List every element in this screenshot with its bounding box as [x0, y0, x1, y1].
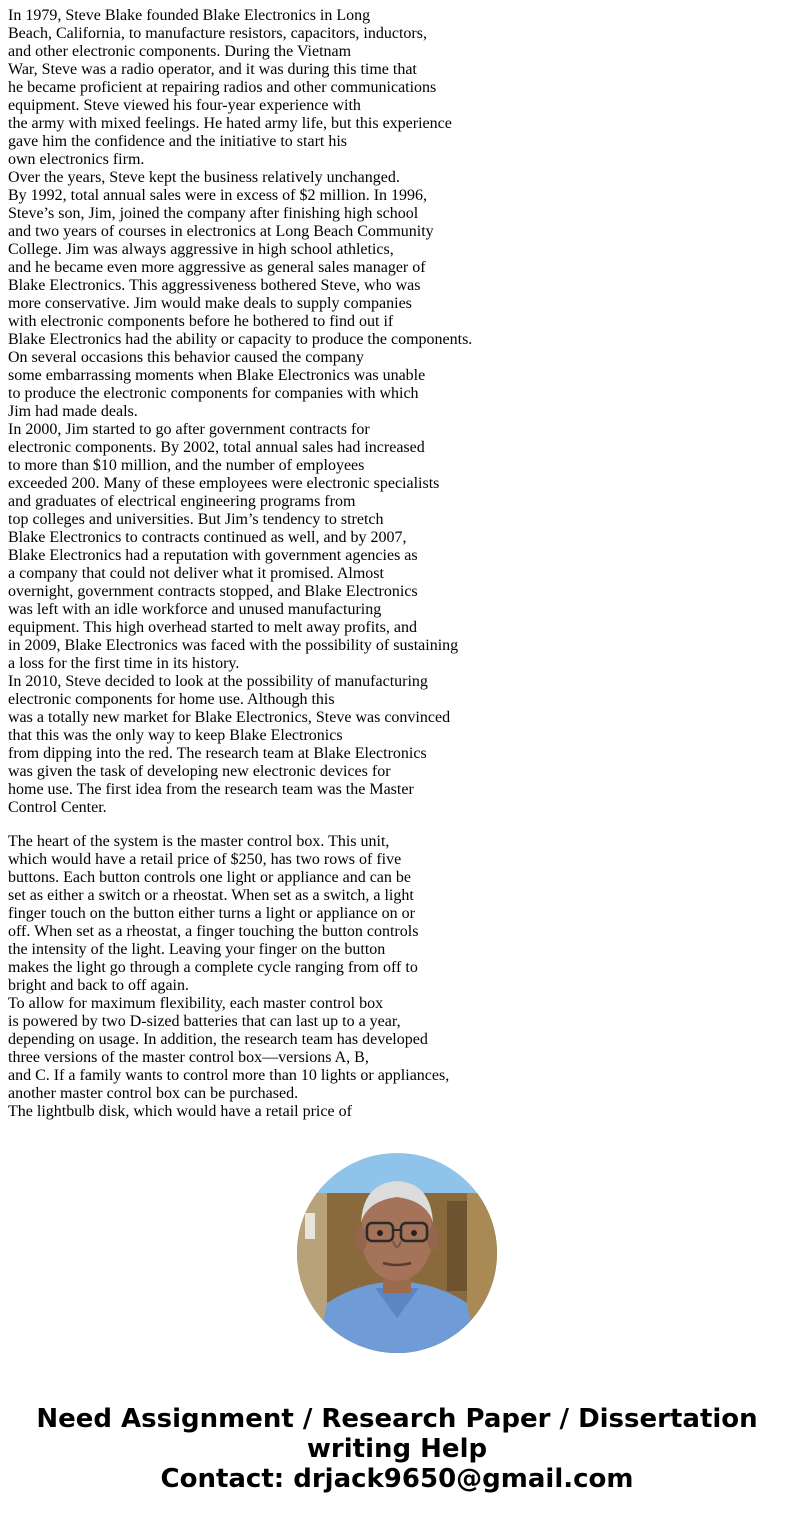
text-line: in 2009, Blake Electronics was faced with the possibility of sustaining [8, 637, 459, 654]
article-section-1 [8, 7, 788, 817]
text-line: In 1979, Steve Blake founded Blake Electronics in Long [8, 7, 371, 24]
text-line: Steve’s son, Jim, joined the company after finishing high school [8, 205, 419, 222]
text-line: three versions of the master control box—versions A, B, [8, 1049, 369, 1066]
text-line: buttons. Each button controls one light or appliance and can be [8, 869, 411, 886]
text-line: In 2010, Steve decided to look at the possibility of manufacturing [8, 673, 428, 690]
text-line: Over the years, Steve kept the business relatively unchanged. [8, 169, 400, 186]
text-line: own electronics firm. [8, 151, 145, 168]
text-line: was given the task of developing new electronic devices for [8, 763, 391, 780]
text-line: bright and back to off again. [8, 977, 189, 994]
paragraph [8, 7, 788, 169]
text-line: which would have a retail price of $250, has two rows of five [8, 851, 402, 868]
text-line: set as either a switch or a rheostat. When set as a switch, a light [8, 887, 414, 904]
text-line: another master control box can be purchased. [8, 1085, 299, 1102]
text-line: electronic components for home use. Although this [8, 691, 335, 708]
text-line: from dipping into the red. The research team at Blake Electronics [8, 745, 427, 762]
text-line: was a totally new market for Blake Electronics, Steve was convinced [8, 709, 451, 726]
text-line: and C. If a family wants to control more than 10 lights or appliances, [8, 1067, 450, 1084]
text-line: College. Jim was always aggressive in high school athletics, [8, 241, 394, 258]
text-line: exceeded 200. Many of these employees were electronic specialists [8, 475, 440, 492]
text-line: with electronic components before he bothered to find out if [8, 313, 394, 330]
promo-contact: Contact: drjack9650@gmail.com [160, 1464, 634, 1494]
text-line: off. When set as a rheostat, a finger touching the button controls [8, 923, 419, 940]
text-line: To allow for maximum flexibility, each master control box [8, 995, 384, 1012]
paragraph [8, 169, 788, 421]
paragraph [8, 673, 788, 817]
text-line: the intensity of the light. Leaving your finger on the button [8, 941, 386, 958]
text-line: Blake Electronics had the ability or capacity to produce the components. [8, 331, 473, 348]
text-line: a loss for the first time in its history. [8, 655, 240, 672]
text-line: was left with an idle workforce and unused manufacturing [8, 601, 382, 618]
paragraph [8, 995, 788, 1103]
text-line: to more than $10 million, and the number of employees [8, 457, 365, 474]
text-line: Jim had made deals. [8, 403, 138, 420]
text-line: top colleges and universities. But Jim’s tendency to stretch [8, 511, 384, 528]
text-line: depending on usage. In addition, the research team has developed [8, 1031, 428, 1048]
text-line: gave him the confidence and the initiative to start his [8, 133, 348, 150]
text-line: more conservative. Jim would make deals to supply companies [8, 295, 412, 312]
text-line: Beach, California, to manufacture resistors, capacitors, inductors, [8, 25, 427, 42]
text-line: Blake Electronics. This aggressiveness bothered Steve, who was [8, 277, 421, 294]
article-section-2 [8, 833, 788, 1121]
author-portrait [297, 1153, 497, 1353]
paragraph [8, 833, 788, 995]
text-line: and graduates of electrical engineering programs from [8, 493, 356, 510]
text-line: that this was the only way to keep Blake Electronics [8, 727, 343, 744]
text-line: the army with mixed feelings. He hated army life, but this experience [8, 115, 452, 132]
text-line: By 1992, total annual sales were in excess of $2 million. In 1996, [8, 187, 428, 204]
text-line: On several occasions this behavior caused the company [8, 349, 364, 366]
promo-line-2: writing Help [306, 1434, 488, 1464]
text-line: Blake Electronics had a reputation with government agencies as [8, 547, 418, 564]
text-line: equipment. Steve viewed his four-year experience with [8, 97, 361, 114]
text-line: a company that could not deliver what it promised. Almost [8, 565, 384, 582]
text-line: The lightbulb disk, which would have a retail price of [8, 1103, 352, 1120]
text-line: In 2000, Jim started to go after government contracts for [8, 421, 370, 438]
text-line: and other electronic components. During the Vietnam [8, 43, 352, 60]
article-text [8, 7, 788, 1121]
text-line: finger touch on the button either turns a light or appliance on or [8, 905, 415, 922]
text-line: War, Steve was a radio operator, and it was during this time that [8, 61, 417, 78]
text-line: Blake Electronics to contracts continued as well, and by 2007, [8, 529, 407, 546]
text-line: some embarrassing moments when Blake Electronics was unable [8, 367, 426, 384]
text-line: equipment. This high overhead started to melt away profits, and [8, 619, 417, 636]
text-line: is powered by two D-sized batteries that can last up to a year, [8, 1013, 401, 1030]
text-line: electronic components. By 2002, total annual sales had increased [8, 439, 425, 456]
paragraph [8, 1103, 788, 1121]
portrait-illustration [297, 1153, 497, 1353]
promo-banner [0, 1404, 794, 1494]
text-line: and two years of courses in electronics at Long Beach Community [8, 223, 434, 240]
promo-line-1: Need Assignment / Research Paper / Dissertation [36, 1404, 758, 1434]
text-line: he became proficient at repairing radios and other communications [8, 79, 437, 96]
text-line: overnight, government contracts stopped, and Blake Electronics [8, 583, 418, 600]
text-line: home use. The first idea from the research team was the Master [8, 781, 414, 798]
text-line: to produce the electronic components for companies with which [8, 385, 419, 402]
text-line: Control Center. [8, 799, 107, 816]
paragraph [8, 421, 788, 673]
text-line: makes the light go through a complete cycle ranging from off to [8, 959, 418, 976]
text-line: The heart of the system is the master control box. This unit, [8, 833, 390, 850]
text-line: and he became even more aggressive as general sales manager of [8, 259, 426, 276]
